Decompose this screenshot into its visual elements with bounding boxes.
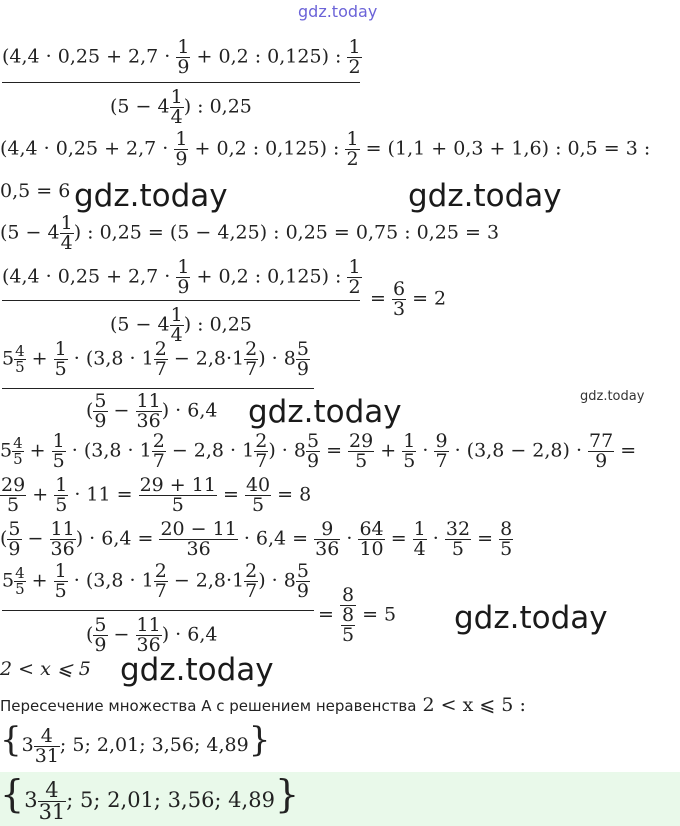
- intersection-line: Пересечение множества A с решением неравенства 2 < x ⩽ 5 :: [0, 694, 526, 716]
- expr1b-denominator: (5 − 4 $\frac{1}{4}$ ) : 0,25: [110, 304, 252, 346]
- watermark-small: gdz.today: [580, 389, 645, 404]
- solution-line-7: $\frac{29}{5}$ + $\frac{1}{5}$ · 11 = $\frac{29 + 11}{5}$ = $\frac{40}{5}$ = 8: [1, 474, 312, 516]
- solution-line-8: ( $\frac{5}{9}$ − $\frac{11}{36}$ ) · 6,4 = $\frac{20 - 11}{36}$ · 6,4 = $\frac{9}{36}$ · $\frac{64}{10}$ = $\frac{1}{4}$ · $\frac{32}{5}$ = $\frac{8}{5}$: [0, 518, 513, 560]
- expr2-denominator: ( $\frac{5}{9}$ − $\frac{11}{36}$ ) · 6,4: [86, 390, 218, 432]
- watermark: gdz.today: [74, 178, 228, 214]
- expr1b-result: = $\frac{6}{3}$ = 2: [370, 278, 447, 320]
- right-brace: }: [248, 720, 271, 760]
- answer-set: {3 $\frac{4}{31}$ ; 5; 2,01; 3,56; 4,89}: [0, 720, 271, 767]
- watermark-top: gdz.today: [298, 2, 378, 21]
- expr1b-numerator: (4,4 · 0,25 + 2,7 · $\frac{1}{9}$ + 0,2 : 0,125) : $\frac{1}{2}$: [2, 256, 361, 298]
- fraction-bar: [2, 82, 360, 83]
- fraction-bar: [2, 300, 360, 301]
- expr1-denominator: (5 − 4 $\frac{1}{4}$ ) : 0,25: [110, 86, 252, 128]
- expr2b-result: = $\frac{8}{\frac{8}{5}}$ = 5: [318, 584, 397, 646]
- inequality: 2 < x ⩽ 5: [0, 658, 91, 680]
- left-brace: {: [0, 720, 22, 760]
- solution-line-2: 0,5 = 6: [0, 180, 71, 202]
- fraction-bar: [2, 388, 314, 389]
- watermark: gdz.today: [120, 652, 274, 688]
- expr2-numerator: 5 $\frac{4}{5}$ + $\frac{1}{5}$ · (3,8 · 1 $\frac{2}{7}$ − 2,8·1 $\frac{2}{7}$ ) · 8 $\frac{5}{9}$: [2, 338, 309, 380]
- fraction-bar: [2, 610, 314, 611]
- watermark: gdz.today: [248, 394, 402, 430]
- watermark: gdz.today: [408, 178, 562, 214]
- solution-line-6: 5 $\frac{4}{5}$ + $\frac{1}{5}$ · (3,8 · 1 $\frac{2}{7}$ − 2,8 · 1 $\frac{2}{7}$ ) · 8 $\frac{5}{9}$ = $\frac{29}{5}$ + $\frac{1}{5}$ · $\frac{9}{7}$ · (3,8 − 2,8) · $\frac{77}{9}$ =: [0, 430, 637, 472]
- watermark: gdz.today: [454, 600, 608, 636]
- expr2b-numerator: 5 $\frac{4}{5}$ + $\frac{1}{5}$ · (3,8 · 1 $\frac{2}{7}$ − 2,8·1 $\frac{2}{7}$ ) · 8 $\frac{5}{9}$: [2, 560, 309, 602]
- solution-line-1: (4,4 · 0,25 + 2,7 · $\frac{1}{9}$ + 0,2 : 0,125) : $\frac{1}{2}$ = (1,1 + 0,3 + 1,6) : 0,5 = 3 :: [0, 128, 651, 170]
- right-brace: }: [274, 772, 300, 816]
- expr2b-denominator: ( $\frac{5}{9}$ − $\frac{11}{36}$ ) · 6,4: [86, 614, 218, 656]
- answer-set-highlighted: {3 $\frac{4}{31}$ ; 5; 2,01; 3,56; 4,89}: [0, 772, 300, 824]
- expr1-numerator: (4,4 · 0,25 + 2,7 · $\frac{1}{9}$ + 0,2 : 0,125) : $\frac{1}{2}$: [2, 36, 361, 78]
- left-brace: {: [0, 772, 25, 816]
- solution-line-3: (5 − 4 $\frac{1}{4}$ ) : 0,25 = (5 − 4,25) : 0,25 = 0,75 : 0,25 = 3: [0, 212, 500, 254]
